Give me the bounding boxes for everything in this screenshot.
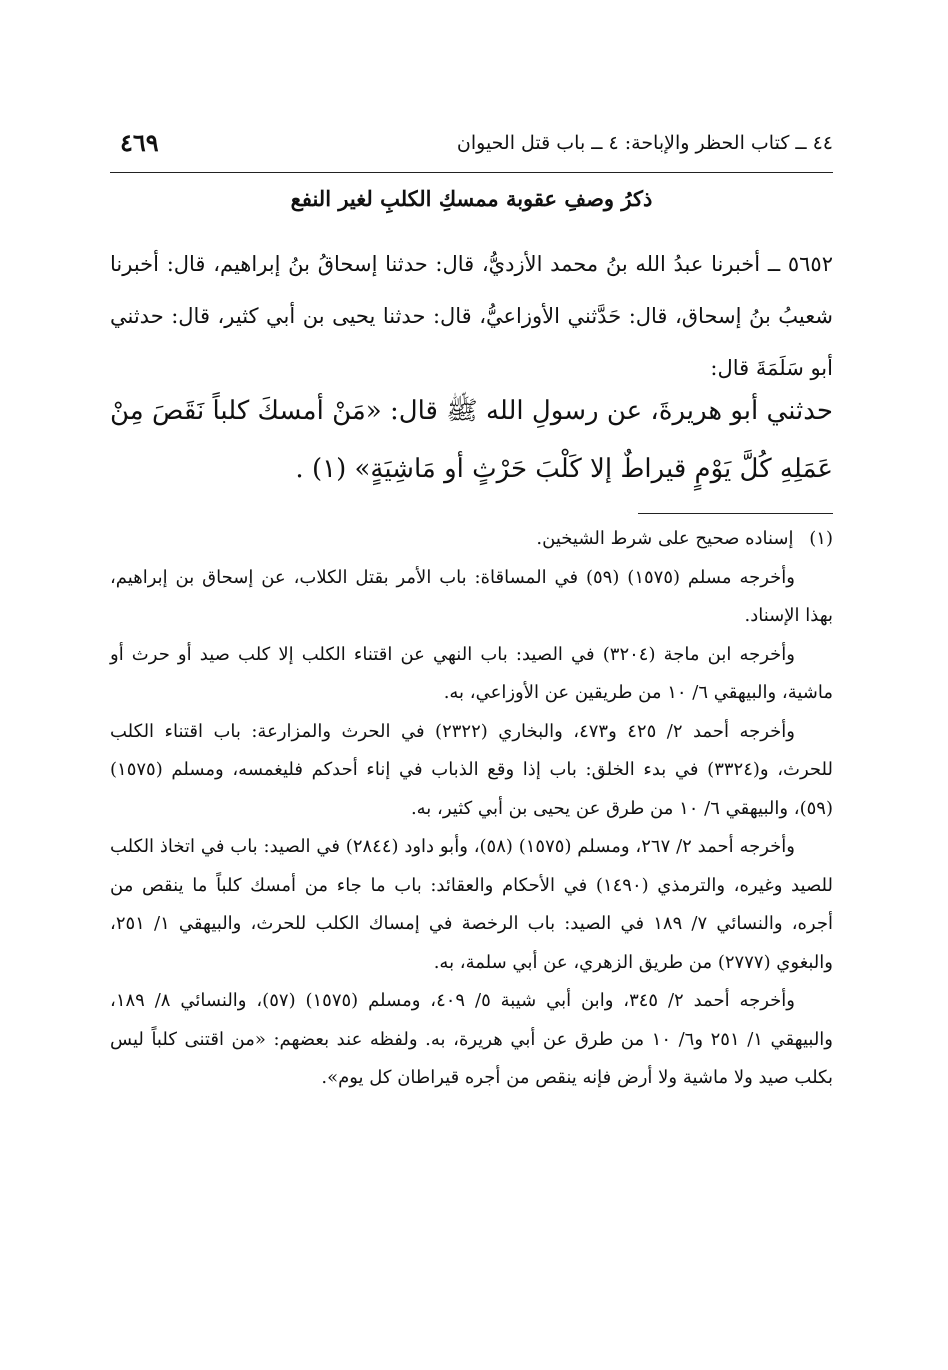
footnote-paragraph: وأخرجه ابن ماجة (٣٢٠٤) في الصيد: باب النهي عن اقتناء الكلب إلا كلب صيد أو حرث أو ماشية، والبيهقي ٦/ ١٠ من طريقين عن الأوزاعي، به. bbox=[110, 643, 833, 703]
footnote-paragraph: وأخرجه أحمد ٢/ ٣٤٥، وابن أبي شيبة ٥/ ٤٠٩، ومسلم (١٥٧٥) (٥٧)، والنسائي ٨/ ١٨٩، والبيهقي ١/ ٢٥١ و٦/ ١٠ من طرق عن أبي هريرة، به. ولفظه عند بعضهم: «من اقتنى كلباً ليس بكلب صيد ولا ماشية ولا أرض فإنه ينقص من أجره قيراطان كل يوم». bbox=[110, 990, 833, 1088]
footnote-paragraph: وأخرجه مسلم (١٥٧٥) (٥٩) في المساقاة: باب الأمر بقتل الكلاب، عن إسحاق بن إبراهيم، بهذا الإسناد. bbox=[110, 566, 833, 626]
header-rule bbox=[110, 172, 833, 173]
footnote-first-line bbox=[110, 520, 833, 559]
section-title: ذكرُ وصفِ عقوبة ممسكِ الكلبِ لغير النفع bbox=[290, 186, 653, 211]
footnote-text: إسناده صحيح على شرط الشيخين. bbox=[536, 528, 794, 549]
footnote-rule bbox=[638, 513, 833, 514]
hadith-chain: ٥٦٥٢ ــ أخبرنا عبدُ الله بنُ محمد الأزديُّ، قال: حدثنا إسحاقُ بنُ إبراهيم، قال: أخبرنا شعيبُ بنُ إسحاق، قال: حَدَّثني الأوزاعيُّ، قال: حدثنا يحيى بن أبي كثير، قال: حدثني أبو سَلَمَةَ قال: bbox=[110, 252, 833, 380]
hadith-text: حدثني أبو هريرةَ، عن رسولِ الله ﷺ قال: «مَنْ أمسكَ كلباً نَقَصَ مِنْ عَمَلِهِ كُلَّ يَوْمٍ قيراطٌ إلا كَلْبَ حَرْثٍ أو مَاشِيَةٍ» (١) . bbox=[110, 396, 833, 484]
footnote-paragraph: وأخرجه أحمد ٢/ ٤٢٥ و٤٧٣، والبخاري (٢٣٢٢) في الحرث والمزارعة: باب اقتناء الكلب للحرث، و(٣٣٢٤) في بدء الخلق: باب إذا وقع الذباب في إناء أحدكم فليغمسه، ومسلم (١٥٧٥) (٥٩)، والبيهقي ٦/ ١٠ من طرق عن يحيى بن أبي كثير، به. bbox=[110, 720, 833, 819]
footnote-marker: (١) bbox=[809, 528, 833, 549]
footnotes bbox=[110, 520, 833, 1098]
page-header bbox=[110, 128, 833, 168]
running-head: ٤٤ ــ كتاب الحظر والإباحة: ٤ ــ باب قتل الحيوان bbox=[456, 132, 833, 154]
page-number: ٤٦٩ bbox=[120, 128, 159, 157]
footnote-paragraph: وأخرجه أحمد ٢/ ٢٦٧، ومسلم (١٥٧٥) (٥٨)، وأبو داود (٢٨٤٤) في الصيد: باب في اتخاذ الكلب للصيد وغيره، والترمذي (١٤٩٠) في الأحكام والعقائد: باب ما جاء من أمسك كلباً ما ينقص من أجره، والنسائي ٧/ ١٨٩ في الصيد: باب الرخصة في إمساك الكلب للحرث، والبيهقي ١/ ٢٥١، والبغوي (٢٧٧٧) من طريق الزهري، عن أبي سلمة، به. bbox=[110, 836, 833, 973]
